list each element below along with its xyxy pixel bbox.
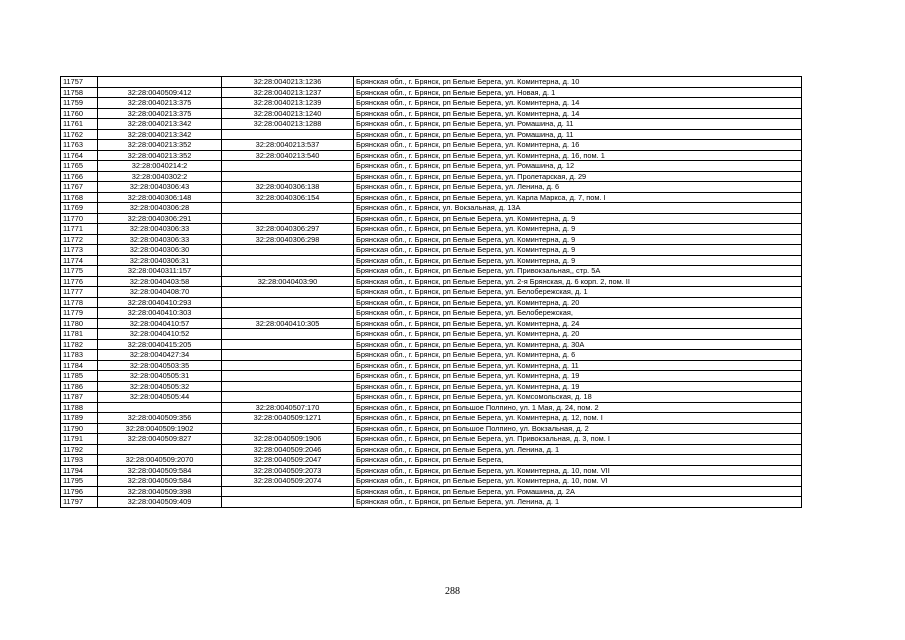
table-row — [61, 476, 802, 487]
row-number-cell: 11768 — [61, 192, 98, 203]
row-number-cell: 11787 — [61, 392, 98, 403]
address-cell: Брянская обл., г. Брянск, рп Белые Берега, ул. Ромашина, д. 11 — [354, 119, 802, 130]
table-row — [61, 465, 802, 476]
row-number-cell: 11777 — [61, 287, 98, 298]
land-cadastral-number-cell: 32:28:0040306:148 — [98, 192, 222, 203]
row-number-cell: 11794 — [61, 465, 98, 476]
row-number-cell: 11764 — [61, 150, 98, 161]
land-cadastral-number-cell: 32:28:0040509:2070 — [98, 455, 222, 466]
row-number-cell: 11789 — [61, 413, 98, 424]
table-row — [61, 245, 802, 256]
register-table-body — [61, 77, 802, 508]
object-cadastral-number-cell: 32:28:0040213:540 — [222, 150, 354, 161]
address-cell: Брянская обл., г. Брянск, рп Белые Берега, ул. Коминтерна, д. 20 — [354, 297, 802, 308]
land-cadastral-number-cell: 32:28:0040503:35 — [98, 360, 222, 371]
object-cadastral-number-cell: 32:28:0040306:138 — [222, 182, 354, 193]
table-row — [61, 413, 802, 424]
land-cadastral-number-cell: 32:28:0040410:303 — [98, 308, 222, 319]
table-row — [61, 171, 802, 182]
table-row — [61, 434, 802, 445]
address-cell: Брянская обл., г. Брянск, рп Белые Берега, ул. Привокзальная, д. 3, пом. I — [354, 434, 802, 445]
land-cadastral-number-cell: 32:28:0040213:375 — [98, 98, 222, 109]
row-number-cell: 11796 — [61, 486, 98, 497]
table-row — [61, 234, 802, 245]
row-number-cell: 11759 — [61, 98, 98, 109]
object-cadastral-number-cell — [222, 371, 354, 382]
row-number-cell: 11791 — [61, 434, 98, 445]
address-cell: Брянская обл., г. Брянск, рп Большое Полпино, ул. Вокзальная, д. 2 — [354, 423, 802, 434]
address-cell: Брянская обл., г. Брянск, рп Белые Берега, ул. 2-я Брянская, д. 6 корп. 2, пом. II — [354, 276, 802, 287]
object-cadastral-number-cell — [222, 287, 354, 298]
table-row — [61, 381, 802, 392]
row-number-cell: 11773 — [61, 245, 98, 256]
object-cadastral-number-cell — [222, 308, 354, 319]
register-table — [60, 76, 802, 508]
object-cadastral-number-cell: 32:28:0040213:1288 — [222, 119, 354, 130]
land-cadastral-number-cell — [98, 444, 222, 455]
object-cadastral-number-cell: 32:28:0040509:2046 — [222, 444, 354, 455]
table-row — [61, 444, 802, 455]
object-cadastral-number-cell — [222, 329, 354, 340]
land-cadastral-number-cell: 32:28:0040410:52 — [98, 329, 222, 340]
row-number-cell: 11795 — [61, 476, 98, 487]
address-cell: Брянская обл., г. Брянск, рп Белые Берега, ул. Коминтерна, д. 14 — [354, 98, 802, 109]
row-number-cell: 11758 — [61, 87, 98, 98]
address-cell: Брянская обл., г. Брянск, рп Белые Берега, ул. Коминтерна, д. 16, пом. 1 — [354, 150, 802, 161]
land-cadastral-number-cell: 32:28:0040306:43 — [98, 182, 222, 193]
row-number-cell: 11772 — [61, 234, 98, 245]
address-cell: Брянская обл., г. Брянск, рп Белые Берега, ул. Ленина, д. 6 — [354, 182, 802, 193]
object-cadastral-number-cell — [222, 486, 354, 497]
table-row — [61, 392, 802, 403]
table-row — [61, 308, 802, 319]
land-cadastral-number-cell: 32:28:0040509:409 — [98, 497, 222, 508]
land-cadastral-number-cell: 32:28:0040509:584 — [98, 465, 222, 476]
object-cadastral-number-cell: 32:28:0040509:2074 — [222, 476, 354, 487]
land-cadastral-number-cell: 32:28:0040213:342 — [98, 119, 222, 130]
object-cadastral-number-cell: 32:28:0040509:1271 — [222, 413, 354, 424]
address-cell: Брянская обл., г. Брянск, рп Белые Берега, ул. Коминтерна, д. 30А — [354, 339, 802, 350]
row-number-cell: 11775 — [61, 266, 98, 277]
land-cadastral-number-cell: 32:28:0040306:291 — [98, 213, 222, 224]
row-number-cell: 11778 — [61, 297, 98, 308]
land-cadastral-number-cell: 32:28:0040505:31 — [98, 371, 222, 382]
land-cadastral-number-cell: 32:28:0040213:352 — [98, 140, 222, 151]
address-cell: Брянская обл., г. Брянск, рп Белые Берега, ул. Коминтерна, д. 6 — [354, 350, 802, 361]
address-cell: Брянская обл., г. Брянск, рп Белые Берега, ул. Комсомольская, д. 18 — [354, 392, 802, 403]
address-cell: Брянская обл., г. Брянск, ул. Вокзальная, д. 13А — [354, 203, 802, 214]
address-cell: Брянская обл., г. Брянск, рп Большое Полпино, ул. 1 Мая, д. 24, пом. 2 — [354, 402, 802, 413]
object-cadastral-number-cell: 32:28:0040507:170 — [222, 402, 354, 413]
object-cadastral-number-cell: 32:28:0040509:2047 — [222, 455, 354, 466]
address-cell: Брянская обл., г. Брянск, рп Белые Берега, ул. Ленина, д. 1 — [354, 444, 802, 455]
table-row — [61, 276, 802, 287]
address-cell: Брянская обл., г. Брянск, рп Белые Берега, ул. Коминтерна, д. 9 — [354, 234, 802, 245]
land-cadastral-number-cell: 32:28:0040306:33 — [98, 224, 222, 235]
address-cell: Брянская обл., г. Брянск, рп Белые Берега, ул. Коминтерна, д. 24 — [354, 318, 802, 329]
land-cadastral-number-cell: 32:28:0040509:1902 — [98, 423, 222, 434]
table-row — [61, 287, 802, 298]
object-cadastral-number-cell: 32:28:0040509:1906 — [222, 434, 354, 445]
address-cell: Брянская обл., г. Брянск, рп Белые Берега, ул. Пролетарская, д. 29 — [354, 171, 802, 182]
table-row — [61, 371, 802, 382]
row-number-cell: 11767 — [61, 182, 98, 193]
address-cell: Брянская обл., г. Брянск, рп Белые Берега, ул. Карла Маркса, д. 7, пом. I — [354, 192, 802, 203]
table-row — [61, 203, 802, 214]
land-cadastral-number-cell: 32:28:0040415:205 — [98, 339, 222, 350]
land-cadastral-number-cell: 32:28:0040408:70 — [98, 287, 222, 298]
table-row — [61, 255, 802, 266]
row-number-cell: 11786 — [61, 381, 98, 392]
object-cadastral-number-cell: 32:28:0040410:305 — [222, 318, 354, 329]
address-cell: Брянская обл., г. Брянск, рп Белые Берега, ул. Коминтерна, д. 9 — [354, 255, 802, 266]
address-cell: Брянская обл., г. Брянск, рп Белые Берега, ул. Белобережская, д. 1 — [354, 287, 802, 298]
table-row — [61, 182, 802, 193]
object-cadastral-number-cell: 32:28:0040403:90 — [222, 276, 354, 287]
row-number-cell: 11769 — [61, 203, 98, 214]
row-number-cell: 11790 — [61, 423, 98, 434]
table-row — [61, 297, 802, 308]
table-row — [61, 150, 802, 161]
object-cadastral-number-cell — [222, 255, 354, 266]
land-cadastral-number-cell — [98, 77, 222, 88]
address-cell: Брянская обл., г. Брянск, рп Белые Берега, ул. Коминтерна, д. 10 — [354, 77, 802, 88]
row-number-cell: 11776 — [61, 276, 98, 287]
row-number-cell: 11765 — [61, 161, 98, 172]
address-cell: Брянская обл., г. Брянск, рп Белые Берега, ул. Коминтерна, д. 12, пом. I — [354, 413, 802, 424]
row-number-cell: 11784 — [61, 360, 98, 371]
address-cell: Брянская обл., г. Брянск, рп Белые Берега, ул. Белобережская, — [354, 308, 802, 319]
table-row — [61, 161, 802, 172]
land-cadastral-number-cell — [98, 402, 222, 413]
row-number-cell: 11760 — [61, 108, 98, 119]
address-cell: Брянская обл., г. Брянск, рп Белые Берега, ул. Коминтерна, д. 16 — [354, 140, 802, 151]
object-cadastral-number-cell — [222, 203, 354, 214]
land-cadastral-number-cell: 32:28:0040213:342 — [98, 129, 222, 140]
address-cell: Брянская обл., г. Брянск, рп Белые Берега, ул. Коминтерна, д. 9 — [354, 213, 802, 224]
row-number-cell: 11783 — [61, 350, 98, 361]
row-number-cell: 11779 — [61, 308, 98, 319]
land-cadastral-number-cell: 32:28:0040509:398 — [98, 486, 222, 497]
table-row — [61, 329, 802, 340]
land-cadastral-number-cell: 32:28:0040509:584 — [98, 476, 222, 487]
row-number-cell: 11757 — [61, 77, 98, 88]
land-cadastral-number-cell: 32:28:0040410:293 — [98, 297, 222, 308]
address-cell: Брянская обл., г. Брянск, рп Белые Берега, ул. Коминтерна, д. 9 — [354, 245, 802, 256]
land-cadastral-number-cell: 32:28:0040214:2 — [98, 161, 222, 172]
land-cadastral-number-cell: 32:28:0040311:157 — [98, 266, 222, 277]
land-cadastral-number-cell: 32:28:0040427:34 — [98, 350, 222, 361]
object-cadastral-number-cell — [222, 213, 354, 224]
table-row — [61, 213, 802, 224]
object-cadastral-number-cell — [222, 381, 354, 392]
row-number-cell: 11761 — [61, 119, 98, 130]
object-cadastral-number-cell: 32:28:0040306:298 — [222, 234, 354, 245]
table-row — [61, 360, 802, 371]
land-cadastral-number-cell: 32:28:0040410:57 — [98, 318, 222, 329]
object-cadastral-number-cell — [222, 161, 354, 172]
address-cell: Брянская обл., г. Брянск, рп Белые Берега, ул. Коминтерна, д. 19 — [354, 381, 802, 392]
land-cadastral-number-cell: 32:28:0040509:827 — [98, 434, 222, 445]
row-number-cell: 11762 — [61, 129, 98, 140]
address-cell: Брянская обл., г. Брянск, рп Белые Берега, ул. Ленина, д. 1 — [354, 497, 802, 508]
table-row — [61, 266, 802, 277]
row-number-cell: 11781 — [61, 329, 98, 340]
object-cadastral-number-cell — [222, 360, 354, 371]
object-cadastral-number-cell: 32:28:0040213:1236 — [222, 77, 354, 88]
land-cadastral-number-cell: 32:28:0040509:412 — [98, 87, 222, 98]
table-row — [61, 224, 802, 235]
land-cadastral-number-cell: 32:28:0040403:58 — [98, 276, 222, 287]
address-cell: Брянская обл., г. Брянск, рп Белые Берега, — [354, 455, 802, 466]
object-cadastral-number-cell — [222, 266, 354, 277]
table-row — [61, 108, 802, 119]
table-row — [61, 350, 802, 361]
table-row — [61, 497, 802, 508]
address-cell: Брянская обл., г. Брянск, рп Белые Берега, ул. Коминтерна, д. 10, пом. VI — [354, 476, 802, 487]
row-number-cell: 11782 — [61, 339, 98, 350]
row-number-cell: 11771 — [61, 224, 98, 235]
object-cadastral-number-cell: 32:28:0040306:154 — [222, 192, 354, 203]
land-cadastral-number-cell: 32:28:0040509:356 — [98, 413, 222, 424]
land-cadastral-number-cell: 32:28:0040505:32 — [98, 381, 222, 392]
object-cadastral-number-cell — [222, 339, 354, 350]
object-cadastral-number-cell: 32:28:0040213:537 — [222, 140, 354, 151]
row-number-cell: 11763 — [61, 140, 98, 151]
object-cadastral-number-cell — [222, 129, 354, 140]
address-cell: Брянская обл., г. Брянск, рп Белые Берега, ул. Коминтерна, д. 20 — [354, 329, 802, 340]
object-cadastral-number-cell — [222, 497, 354, 508]
table-row — [61, 77, 802, 88]
address-cell: Брянская обл., г. Брянск, рп Белые Берега, ул. Привокзальная,, стр. 5А — [354, 266, 802, 277]
land-cadastral-number-cell: 32:28:0040302:2 — [98, 171, 222, 182]
land-cadastral-number-cell: 32:28:0040306:31 — [98, 255, 222, 266]
table-row — [61, 98, 802, 109]
object-cadastral-number-cell — [222, 245, 354, 256]
page-number: 288 — [445, 586, 460, 597]
land-cadastral-number-cell: 32:28:0040213:375 — [98, 108, 222, 119]
object-cadastral-number-cell — [222, 392, 354, 403]
table-row — [61, 455, 802, 466]
row-number-cell: 11785 — [61, 371, 98, 382]
row-number-cell: 11770 — [61, 213, 98, 224]
address-cell: Брянская обл., г. Брянск, рп Белые Берега, ул. Ромашина, д. 2А — [354, 486, 802, 497]
row-number-cell: 11793 — [61, 455, 98, 466]
object-cadastral-number-cell — [222, 350, 354, 361]
table-row — [61, 129, 802, 140]
object-cadastral-number-cell — [222, 297, 354, 308]
object-cadastral-number-cell: 32:28:0040213:1237 — [222, 87, 354, 98]
row-number-cell: 11766 — [61, 171, 98, 182]
address-cell: Брянская обл., г. Брянск, рп Белые Берега, ул. Коминтерна, д. 10, пом. VII — [354, 465, 802, 476]
row-number-cell: 11792 — [61, 444, 98, 455]
table-row — [61, 402, 802, 413]
address-cell: Брянская обл., г. Брянск, рп Белые Берега, ул. Коминтерна, д. 19 — [354, 371, 802, 382]
address-cell: Брянская обл., г. Брянск, рп Белые Берега, ул. Ромашина, д. 12 — [354, 161, 802, 172]
table-row — [61, 339, 802, 350]
object-cadastral-number-cell: 32:28:0040213:1239 — [222, 98, 354, 109]
object-cadastral-number-cell — [222, 423, 354, 434]
land-cadastral-number-cell: 32:28:0040306:28 — [98, 203, 222, 214]
address-cell: Брянская обл., г. Брянск, рп Белые Берега, ул. Коминтерна, д. 11 — [354, 360, 802, 371]
land-cadastral-number-cell: 32:28:0040306:33 — [98, 234, 222, 245]
row-number-cell: 11797 — [61, 497, 98, 508]
address-cell: Брянская обл., г. Брянск, рп Белые Берега, ул. Коминтерна, д. 9 — [354, 224, 802, 235]
table-row — [61, 87, 802, 98]
land-cadastral-number-cell: 32:28:0040505:44 — [98, 392, 222, 403]
row-number-cell: 11780 — [61, 318, 98, 329]
row-number-cell: 11774 — [61, 255, 98, 266]
table-row — [61, 318, 802, 329]
address-cell: Брянская обл., г. Брянск, рп Белые Берега, ул. Коминтерна, д. 14 — [354, 108, 802, 119]
land-cadastral-number-cell: 32:28:0040213:352 — [98, 150, 222, 161]
land-cadastral-number-cell: 32:28:0040306:30 — [98, 245, 222, 256]
object-cadastral-number-cell: 32:28:0040213:1240 — [222, 108, 354, 119]
object-cadastral-number-cell: 32:28:0040509:2073 — [222, 465, 354, 476]
address-cell: Брянская обл., г. Брянск, рп Белые Берега, ул. Новая, д. 1 — [354, 87, 802, 98]
table-row — [61, 192, 802, 203]
table-row — [61, 486, 802, 497]
address-cell: Брянская обл., г. Брянск, рп Белые Берега, ул. Ромашина, д. 11 — [354, 129, 802, 140]
row-number-cell: 11788 — [61, 402, 98, 413]
table-row — [61, 140, 802, 151]
table-row — [61, 119, 802, 130]
object-cadastral-number-cell — [222, 171, 354, 182]
table-row — [61, 423, 802, 434]
object-cadastral-number-cell: 32:28:0040306:297 — [222, 224, 354, 235]
